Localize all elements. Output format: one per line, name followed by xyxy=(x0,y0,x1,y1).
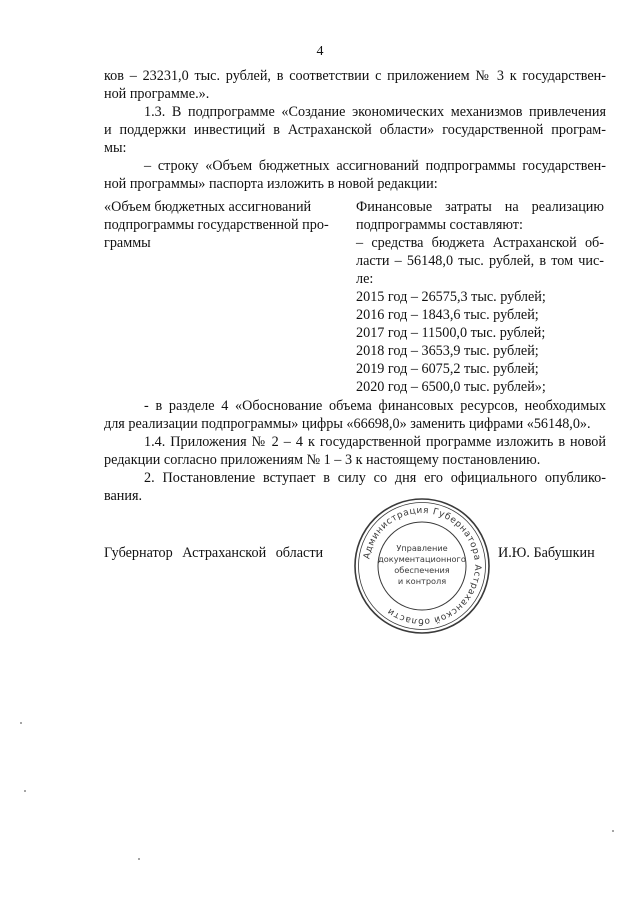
table-right-line: ласти – 56148,0 тыс. рублей, в том чис- xyxy=(356,253,604,269)
paragraph-line: вания. xyxy=(104,488,143,504)
scan-speck xyxy=(612,830,614,832)
table-right-line: подпрограммы составляют: xyxy=(356,217,523,233)
table-right-column xyxy=(356,198,604,396)
paragraph-line: редакции согласно приложениям № 1 – 3 к настоящему постановлению. xyxy=(104,452,541,468)
paragraph-line: ной программе.». xyxy=(104,86,210,102)
table-right-line: 2019 год – 6075,2 тыс. рублей; xyxy=(356,361,539,377)
official-seal xyxy=(352,496,492,636)
scan-speck xyxy=(24,790,26,792)
seal-center-line: Управление xyxy=(396,543,448,553)
table-left-column xyxy=(104,198,344,252)
signature-name: И.Ю. Бабушкин xyxy=(498,545,595,561)
table-left-line: «Объем бюджетных ассигнований xyxy=(104,199,312,215)
paragraph-line: ной программы» паспорта изложить в новой редакции: xyxy=(104,176,438,192)
seal-ring-text: Администрация Губернатора Астраханской области xyxy=(362,505,483,627)
scan-speck xyxy=(138,858,140,860)
paragraph-line: 1.3. В подпрограмме «Создание экономических механизмов привлечения xyxy=(144,104,606,120)
table-right-line: Финансовые затраты на реализацию xyxy=(356,199,604,215)
seal-center-line: обеспечения xyxy=(394,565,450,575)
table-right-line: 2015 год – 26575,3 тыс. рублей; xyxy=(356,289,546,305)
paragraph-line: - в разделе 4 «Обоснование объема финансовых ресурсов, необходимых xyxy=(144,398,606,414)
table-right-line: 2017 год – 11500,0 тыс. рублей; xyxy=(356,325,546,341)
seal-center-line: и контроля xyxy=(397,576,447,586)
table-right-line: ле: xyxy=(356,271,374,287)
paragraph-line: для реализации подпрограммы» цифры «66698,0» заменить цифрами «56148,0». xyxy=(104,416,591,432)
seal-center-line: документационного xyxy=(378,554,466,564)
paragraph-line: 2. Постановление вступает в силу со дня его официального опублико- xyxy=(144,470,606,486)
table-left-line: подпрограммы государственной про- xyxy=(104,217,329,233)
table-left-line: граммы xyxy=(104,235,151,251)
paragraph-line: мы: xyxy=(104,140,127,156)
paragraph-line: – строку «Объем бюджетных ассигнований подпрограммы государствен- xyxy=(144,158,606,174)
paragraph-line: 1.4. Приложения № 2 – 4 к государственной программе изложить в новой xyxy=(144,434,606,450)
table-right-line: 2020 год – 6500,0 тыс. рублей»; xyxy=(356,379,546,395)
signature-position: Губернатор Астраханской области xyxy=(104,545,324,561)
table-right-line: 2018 год – 3653,9 тыс. рублей; xyxy=(356,343,539,359)
table-right-line: 2016 год – 1843,6 тыс. рублей; xyxy=(356,307,539,323)
scan-speck xyxy=(20,722,22,724)
paragraph-line: и поддержки инвестиций в Астраханской области» государственной програм- xyxy=(104,122,606,138)
paragraph-line: ков – 23231,0 тыс. рублей, в соответствии с приложением № 3 к государствен- xyxy=(104,68,606,84)
table-right-line: – средства бюджета Астраханской об- xyxy=(356,235,604,251)
page-number: 4 xyxy=(316,44,324,59)
